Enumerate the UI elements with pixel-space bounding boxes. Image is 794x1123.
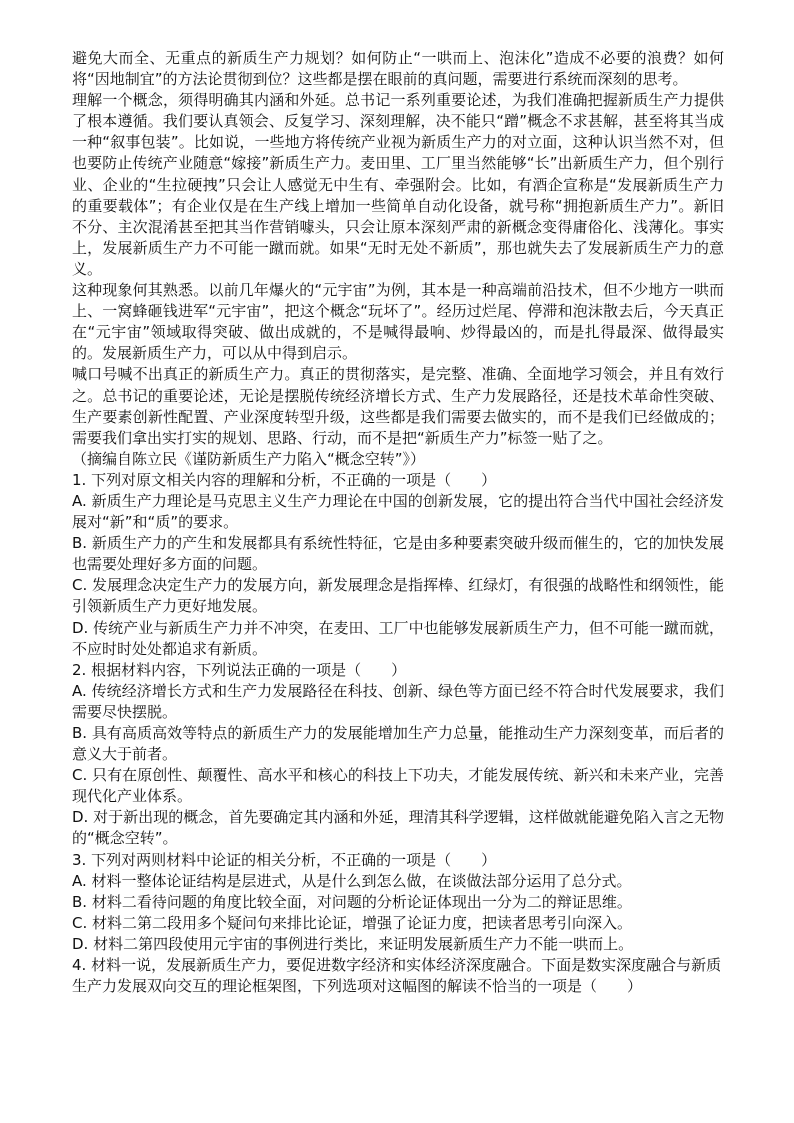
article-paragraph: 避免大而全、无重点的新质生产力规划？如何防止“一哄而上、泡沫化”造成不必要的浪费？如何将“因地制宜”的方法论贯彻到位？这些都是摆在眼前的真问题，需要进行系统而深刻的思考。 (72, 49, 724, 89)
questions-section (72, 470, 724, 997)
question-option: D. 材料二第四段使用元宇宙的事例进行类比，来证明发展新质生产力不能一哄而上。 (72, 934, 634, 953)
question-stem: 4. 材料一说，发展新质生产力，要促进数字经济和实体经济深度融合。下面是数实深度融合与新质生产力发展双向交互的理论框架图，下列选项对这幅图的解读不恰当的一项是（ ） (72, 956, 722, 996)
article-paragraph: 喊口号喊不出真正的新质生产力。真正的贯彻落实，是完整、准确、全面地学习领会，并且有效行之。总书记的重要论述，无论是摆脱传统经济增长方式、生产力发展路径，还是技术革命性突破、生产要素创新性配置、产业深度转型升级，这些都是我们需要去做实的，而不是我们已经做成的；需要我们拿出实打实的规划、思路、行动，而不是把“新质生产力”标签一贴了之。 (72, 365, 724, 447)
question-stem: 3. 下列对两则材料中论证的相关分析，不正确的一项是（ ） (72, 850, 497, 869)
question-option: B. 具有高质高效等特点的新质生产力的发展能增加生产力总量，能推动生产力深刻变革，而后者的意义大于前者。 (72, 724, 724, 764)
source-citation: （摘编自陈立民《谨防新质生产力陷入“概念空转”》） (72, 449, 426, 468)
question-stem: 2. 根据材料内容，下列说法正确的一项是（ ） (72, 660, 407, 679)
question-option: D. 传统产业与新质生产力并不冲突，在麦田、工厂中也能够发展新质生产力，但不可能一蹴而就，不应时时处处都追求有新质。 (72, 618, 724, 658)
article-paragraph: 这种现象何其熟悉。以前几年爆火的“元宇宙”为例，其本是一种高端前沿技术，但不少地方一哄而上、一窝蜂砸钱进军“元宇宙”，把这个概念“玩坏了”。经历过烂尾、停滞和泡沫散去后，今天真正在“元宇宙”领域取得突破、做出成就的，不是喊得最响、炒得最凶的，而是扎得最深、做得最实的。发展新质生产力，可以从中得到启示。 (72, 281, 724, 363)
document-page (72, 48, 724, 997)
article-paragraph: 理解一个概念，须得明确其内涵和外延。总书记一系列重要论述，为我们准确把握新质生产力提供了根本遵循。我们要认真领会、反复学习、深刻理解，决不能只“蹭”概念不求甚解，甚至将其当成一种“叙事包装”。比如说，一些地方将传统产业视为新质生产力的对立面，这种认识当然不对，但也要防止传统产业随意“嫁接”新质生产力。麦田里、工厂里当然能够“长”出新质生产力，但个别行业、企业的“生拉硬拽”只会让人感觉无中生有、牵强附会。比如，有酒企宣称是“发展新质生产力的重要载体”；有企业仅是在生产线上增加一些简单自动化设备，就号称“拥抱新质生产力”。新旧不分、主次混淆甚至把其当作营销噱头，只会让原本深刻严肃的新概念变得庸俗化、浅薄化。事实上，发展新质生产力不可能一蹴而就。如果“无时无处不新质”，那也就失去了发展新质生产力的意义。 (72, 91, 724, 278)
question-stem: 1. 下列对原文相关内容的理解和分析，不正确的一项是（ ） (72, 470, 497, 489)
question-option: A. 材料一整体论证结构是层进式，从是什么到怎么做，在谈做法部分运用了总分式。 (72, 871, 632, 890)
question-option: D. 对于新出现的概念，首先要确定其内涵和外延，理清其科学逻辑，这样做就能避免陷入言之无物的“概念空转”。 (72, 808, 724, 848)
question-option: A. 新质生产力理论是马克思主义生产力理论在中国的创新发展，它的提出符合当代中国社会经济发展对“新”和“质”的要求。 (72, 491, 724, 532)
question-option: C. 发展理念决定生产力的发展方向，新发展理念是指挥棒、红绿灯，有很强的战略性和纲领性，能引领新质生产力更好地发展。 (72, 576, 724, 616)
question-option: C. 只有在原创性、颠覆性、高水平和核心的科技上下功夫，才能发展传统、新兴和未来产业，完善现代化产业体系。 (72, 766, 724, 806)
question-option: A. 传统经济增长方式和生产力发展路径在科技、创新、绿色等方面已经不符合时代发展要求，我们需要尽快摆脱。 (72, 681, 724, 721)
question-option: C. 材料二第二段用多个疑问句来排比论证，增强了论证力度，把读者思考引向深入。 (72, 913, 633, 932)
article-body (72, 48, 724, 449)
question-option: B. 新质生产力的产生和发展都具有系统性特征，它是由多种要素突破升级而催生的，它的加快发展也需要处理好多方面的问题。 (72, 534, 724, 574)
question-option: B. 材料二看待问题的角度比较全面，对问题的分析论证体现出一分为二的辩证思维。 (72, 892, 632, 911)
